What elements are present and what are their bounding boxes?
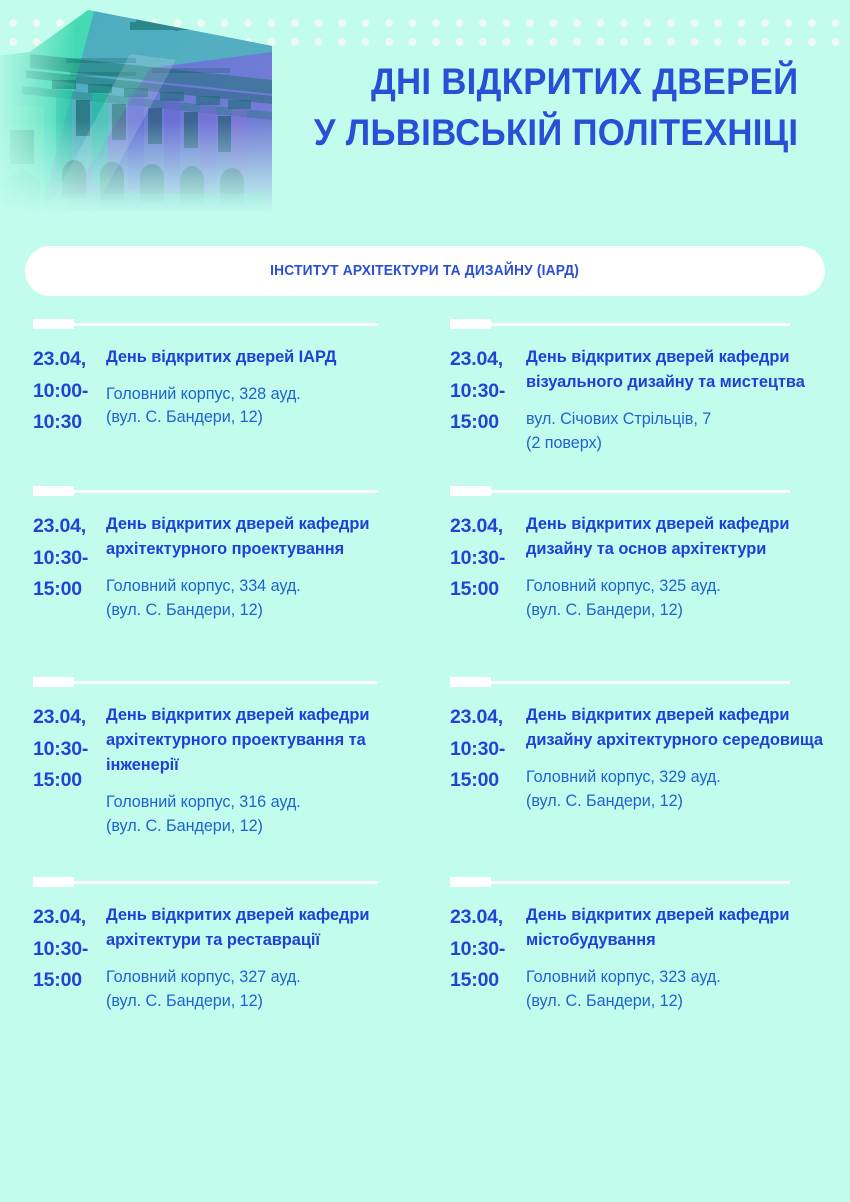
entry-time-end: 15:00 (450, 969, 499, 992)
entry-divider (33, 676, 405, 688)
entry-time-start: 10:30- (450, 737, 506, 760)
entry-divider (33, 485, 405, 497)
entry-date: 23.04, (450, 515, 504, 537)
divider-thick-marker (33, 319, 74, 329)
entry-time-end: 15:00 (33, 969, 82, 992)
entry-location-line-1: Головний корпус, 334 ауд. (106, 577, 301, 596)
institute-name: ІНСТИТУТ АРХІТЕКТУРИ ТА ДИЗАЙНУ (ІАРД) (270, 263, 580, 279)
entry-datetime (33, 342, 106, 439)
entry-title: День відкритих дверей кафедри дизайну та основ архітектури (526, 515, 790, 559)
entry-datetime (33, 900, 106, 997)
divider-thin-line (33, 881, 378, 884)
entry-location (106, 966, 405, 1013)
entry-location-line-2: (вул. С. Бандери, 12) (526, 991, 683, 1010)
divider-thin-line (33, 490, 378, 493)
entry-location-line-2: (вул. С. Бандери, 12) (106, 408, 263, 427)
entry-date: 23.04, (33, 515, 87, 537)
entry-datetime (33, 700, 106, 797)
entry-location (526, 966, 830, 1013)
entry-time-end: 15:00 (450, 769, 499, 792)
schedule-entry[interactable] (0, 676, 425, 876)
entry-date: 23.04, (33, 348, 87, 370)
entry-location (526, 575, 830, 622)
entry-date: 23.04, (450, 348, 504, 370)
entry-time-end: 15:00 (33, 578, 82, 601)
divider-thin-line (33, 323, 378, 326)
divider-thin-line (450, 323, 790, 326)
entry-title: День відкритих дверей кафедри містобудування (526, 906, 790, 950)
entry-time-start: 10:30- (450, 546, 506, 569)
entry-title: День відкритих дверей кафедри архітектурного проектування (106, 515, 370, 559)
hero-building-image (0, 8, 272, 213)
divider-thin-line (450, 881, 790, 884)
schedule-row (0, 318, 850, 485)
divider-thick-marker (33, 486, 74, 496)
entry-divider (33, 318, 405, 330)
schedule-entry[interactable] (0, 318, 425, 485)
entry-title: День відкритих дверей ІАРД (106, 348, 337, 366)
poster-title (283, 56, 798, 158)
entry-time-end: 15:00 (450, 411, 499, 434)
schedule-row (0, 876, 850, 1051)
divider-thin-line (450, 490, 790, 493)
schedule-entry[interactable] (425, 676, 850, 876)
entry-location (526, 766, 830, 813)
entry-datetime (450, 342, 526, 439)
divider-thin-line (450, 681, 790, 684)
schedule-row (0, 485, 850, 676)
entry-location-line-2: (вул. С. Бандери, 12) (526, 600, 683, 619)
divider-thick-marker (450, 486, 491, 496)
entry-date: 23.04, (33, 706, 87, 728)
entry-title: День відкритих дверей кафедри архітектурного проектування та інженерії (106, 706, 370, 775)
schedule-entry[interactable] (425, 485, 850, 676)
poster-title-line-1: ДНІ ВІДКРИТИХ ДВЕРЕЙ (370, 61, 798, 102)
entry-location-line-1: Головний корпус, 323 ауд. (526, 968, 721, 987)
entry-divider (450, 676, 830, 688)
poster-title-line-2: У ЛЬВІВСЬКІЙ ПОЛІТЕХНІЦІ (313, 112, 798, 154)
entry-location-line-2: (вул. С. Бандери, 12) (106, 991, 263, 1010)
entry-location-line-2: (вул. С. Бандери, 12) (106, 816, 263, 835)
entry-time-start: 10:00- (33, 379, 89, 402)
institute-banner (25, 246, 825, 296)
entry-divider (450, 876, 830, 888)
entry-location (106, 791, 405, 838)
entry-title: День відкритих дверей кафедри дизайну архітектурного середовища (526, 706, 823, 750)
entry-location-line-2: (2 поверх) (526, 433, 602, 452)
entry-location-line-1: вул. Січових Стрільців, 7 (526, 410, 712, 429)
divider-thick-marker (33, 877, 74, 887)
entry-location (106, 575, 405, 622)
divider-thick-marker (450, 319, 491, 329)
entry-time-end: 15:00 (450, 578, 499, 601)
entry-title: День відкритих дверей кафедри архітектури та реставрації (106, 906, 370, 950)
entry-location-line-2: (вул. С. Бандери, 12) (526, 791, 683, 810)
entry-location (526, 408, 830, 455)
entry-location-line-1: Головний корпус, 316 ауд. (106, 793, 301, 812)
entry-time-start: 10:30- (33, 937, 89, 960)
divider-thin-line (33, 681, 378, 684)
entry-title: День відкритих дверей кафедри візуального дизайну та мистецтва (526, 348, 805, 392)
entry-location (106, 383, 405, 430)
entry-location-line-1: Головний корпус, 328 ауд. (106, 385, 301, 404)
schedule-entry[interactable] (425, 876, 850, 1051)
entry-divider (450, 318, 830, 330)
entry-divider (450, 485, 830, 497)
entry-date: 23.04, (450, 906, 504, 928)
schedule-entry[interactable] (425, 318, 850, 485)
entry-location-line-2: (вул. С. Бандери, 12) (106, 600, 263, 619)
divider-thick-marker (33, 677, 74, 687)
entry-datetime (450, 509, 526, 606)
entry-time-end: 15:00 (33, 769, 82, 792)
divider-thick-marker (450, 677, 491, 687)
schedule-grid (0, 318, 850, 1051)
entry-time-start: 10:30- (33, 546, 89, 569)
entry-date: 23.04, (450, 706, 504, 728)
entry-time-start: 10:30- (33, 737, 89, 760)
schedule-row (0, 676, 850, 876)
entry-time-start: 10:30- (450, 379, 506, 402)
entry-divider (33, 876, 405, 888)
entry-time-end: 10:30 (33, 411, 82, 434)
schedule-entry[interactable] (0, 876, 425, 1051)
entry-date: 23.04, (33, 906, 87, 928)
entry-datetime (450, 700, 526, 797)
entry-time-start: 10:30- (450, 937, 506, 960)
poster-header (0, 0, 850, 222)
entry-location-line-1: Головний корпус, 327 ауд. (106, 968, 301, 987)
entry-datetime (450, 900, 526, 997)
divider-thick-marker (450, 877, 491, 887)
entry-location-line-1: Головний корпус, 329 ауд. (526, 768, 721, 787)
entry-datetime (33, 509, 106, 606)
entry-location-line-1: Головний корпус, 325 ауд. (526, 577, 721, 596)
schedule-entry[interactable] (0, 485, 425, 676)
